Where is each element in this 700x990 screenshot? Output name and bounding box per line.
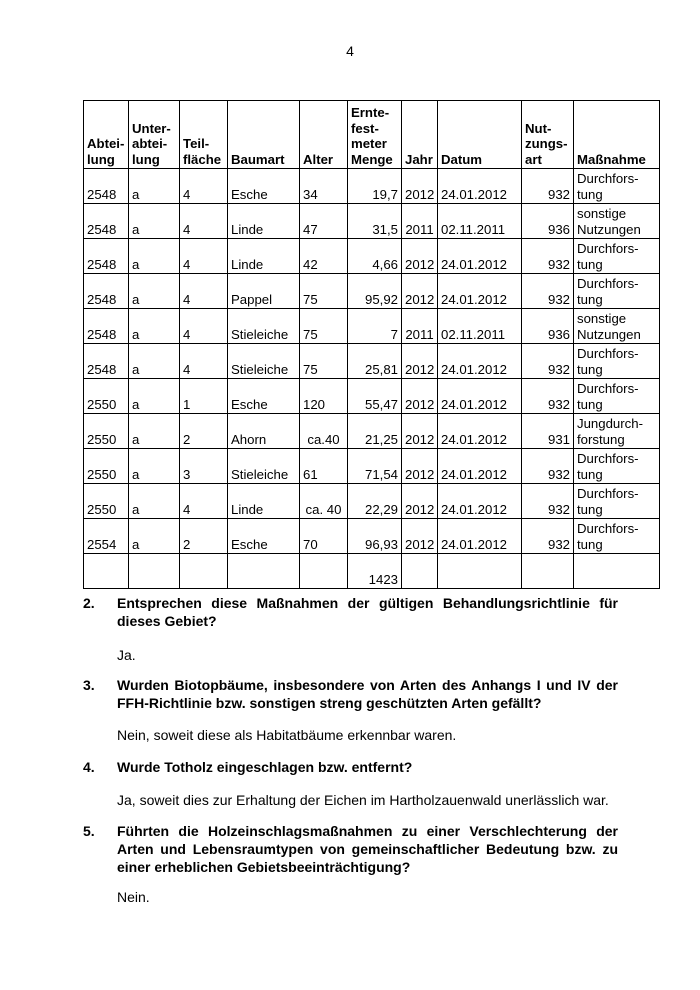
- table-cell: Linde: [228, 484, 300, 519]
- table-cell: [84, 554, 129, 589]
- table-cell: ca.40: [300, 414, 348, 449]
- table-cell: Linde: [228, 239, 300, 274]
- table-cell: [522, 554, 574, 589]
- table-cell: 24.01.2012: [438, 344, 522, 379]
- table-cell: 2548: [84, 344, 129, 379]
- table-cell: 31,5: [348, 204, 402, 239]
- measure-line: Durchfors-: [577, 171, 639, 186]
- column-header-line: Nut-: [525, 120, 552, 136]
- table-cell: 75: [300, 274, 348, 309]
- table-cell: 61: [300, 449, 348, 484]
- question-text: Führten die Holzeinschlagsmaßnahmen zu einer Verschlechterung der Arten und Lebensraumtypen von gemeinschaftlicher Bedeutung bzw. zu einer erheblichen Gebietsbeeinträchtigung?: [117, 823, 618, 875]
- column-header-line: Ernte-: [351, 105, 390, 120]
- table-cell: 24.01.2012: [438, 519, 522, 554]
- table-cell: 47: [300, 204, 348, 239]
- table-cell: 4: [180, 484, 228, 519]
- column-header: [438, 101, 522, 169]
- table-cell: a: [129, 344, 180, 379]
- table-cell: 2550: [84, 379, 129, 414]
- table-cell: Esche: [228, 519, 300, 554]
- table-cell-measure: [574, 274, 660, 309]
- harvest-table: [83, 100, 660, 589]
- table-cell: 932: [522, 169, 574, 204]
- column-header-line: Jahr: [405, 151, 433, 167]
- table-cell: 4: [180, 239, 228, 274]
- table-cell: Esche: [228, 379, 300, 414]
- column-header-line: Unter-: [132, 120, 171, 136]
- table-cell: Esche: [228, 169, 300, 204]
- column-header-line: fest-: [351, 120, 379, 136]
- column-header: [522, 101, 574, 169]
- table-cell: 2: [180, 414, 228, 449]
- table-cell-measure: [574, 344, 660, 379]
- table-cell: a: [129, 379, 180, 414]
- table-cell: 4: [180, 274, 228, 309]
- measure-line: sonstige: [577, 311, 627, 326]
- table-cell: [438, 554, 522, 589]
- table-row: [84, 204, 660, 239]
- table-cell-measure: [574, 169, 660, 204]
- table-cell: [129, 554, 180, 589]
- measure-line: Jungdurch-: [577, 416, 643, 431]
- table-cell: 22,29: [348, 484, 402, 519]
- question-block: [83, 822, 618, 876]
- table-cell: 02.11.2011: [438, 204, 522, 239]
- table-cell: 02.11.2011: [438, 309, 522, 344]
- table-cell: 70: [300, 519, 348, 554]
- question: [83, 758, 618, 776]
- table-cell-measure: [574, 414, 660, 449]
- table-row: [84, 379, 660, 414]
- table-cell: 24.01.2012: [438, 274, 522, 309]
- table-header-row: [84, 101, 660, 169]
- page-number: 4: [346, 43, 354, 59]
- question: [83, 676, 618, 712]
- measure-line: Durchfors-: [577, 241, 639, 256]
- measure-line: tung: [577, 466, 603, 482]
- table-cell: 2548: [84, 239, 129, 274]
- table-cell-measure: [574, 379, 660, 414]
- measure-line: tung: [577, 291, 603, 307]
- column-header: [348, 101, 402, 169]
- question-text: Wurden Biotopbäume, insbesondere von Arten des Anhangs I und IV der FFH-Richtlinie bzw. sonstigen streng geschützten Arten gefällt?: [117, 677, 618, 711]
- table-cell: 932: [522, 519, 574, 554]
- measure-line: Durchfors-: [577, 486, 639, 501]
- table-cell: 2012: [402, 484, 438, 519]
- column-header: [402, 101, 438, 169]
- table-cell: 24.01.2012: [438, 414, 522, 449]
- column-header-line: lung: [132, 151, 160, 167]
- question-text: Entsprechen diese Maßnahmen der gültigen Behandlungsrichtlinie für dieses Gebiet?: [117, 595, 618, 629]
- measure-line: tung: [577, 256, 603, 272]
- table-cell: 24.01.2012: [438, 449, 522, 484]
- table-row: [84, 344, 660, 379]
- table-cell: [300, 554, 348, 589]
- table-cell: 24.01.2012: [438, 379, 522, 414]
- table-cell: 2012: [402, 274, 438, 309]
- table-cell: [402, 554, 438, 589]
- table-cell: 4: [180, 169, 228, 204]
- table-cell: Stieleiche: [228, 309, 300, 344]
- table-cell: a: [129, 309, 180, 344]
- measure-line: tung: [577, 186, 603, 202]
- table-cell: a: [129, 274, 180, 309]
- table-cell: 2550: [84, 449, 129, 484]
- measure-line: Durchfors-: [577, 451, 639, 466]
- column-header: [180, 101, 228, 169]
- measure-line: Nutzungen: [577, 221, 641, 237]
- column-header: [574, 101, 660, 169]
- column-header-line: fläche: [183, 151, 222, 167]
- table-cell: Stieleiche: [228, 449, 300, 484]
- table-cell: 4,66: [348, 239, 402, 274]
- measure-line: Durchfors-: [577, 521, 639, 536]
- column-header-line: Alter: [303, 151, 334, 167]
- table-cell: 1: [180, 379, 228, 414]
- table-cell: a: [129, 414, 180, 449]
- table-cell: a: [129, 449, 180, 484]
- table-row: [84, 519, 660, 554]
- table-cell: 932: [522, 379, 574, 414]
- column-header-line: meter: [351, 136, 387, 151]
- table-cell: 931: [522, 414, 574, 449]
- question-number: 2.: [83, 595, 95, 611]
- column-header: [228, 101, 300, 169]
- table-cell: 25,81: [348, 344, 402, 379]
- table-cell: 932: [522, 344, 574, 379]
- table-cell: 2011: [402, 309, 438, 344]
- column-header-line: Menge: [351, 151, 393, 167]
- question-number: 4.: [83, 759, 95, 775]
- measure-line: Nutzungen: [577, 326, 641, 342]
- table-cell: 932: [522, 239, 574, 274]
- table-cell-measure: [574, 519, 660, 554]
- table-cell: 2012: [402, 414, 438, 449]
- question-block: [83, 758, 618, 776]
- table-cell: 2012: [402, 169, 438, 204]
- table-cell: a: [129, 519, 180, 554]
- table-cell: 4: [180, 344, 228, 379]
- question-block: [83, 676, 618, 712]
- measure-line: tung: [577, 501, 603, 517]
- table-cell: 932: [522, 449, 574, 484]
- table-cell: 120: [300, 379, 348, 414]
- table-cell: 21,25: [348, 414, 402, 449]
- column-header-line: lung: [87, 151, 115, 167]
- table-row: [84, 414, 660, 449]
- table-total-row: [84, 554, 660, 589]
- table-cell: 24.01.2012: [438, 169, 522, 204]
- column-header-line: Abtei-: [87, 136, 125, 151]
- table-cell: 4: [180, 204, 228, 239]
- question-text: Wurde Totholz eingeschlagen bzw. entfernt?: [117, 759, 413, 775]
- table-cell: 2550: [84, 484, 129, 519]
- table-cell-measure: [574, 449, 660, 484]
- column-header-line: Teil-: [183, 136, 210, 151]
- column-header-line: Baumart: [231, 151, 285, 167]
- table-cell: 24.01.2012: [438, 239, 522, 274]
- table-cell: 2012: [402, 344, 438, 379]
- table-row: [84, 309, 660, 344]
- column-header: [84, 101, 129, 169]
- table-cell: 2554: [84, 519, 129, 554]
- answer-text: Nein, soweit diese als Habitatbäume erkennbar waren.: [117, 727, 457, 743]
- table-row: [84, 239, 660, 274]
- question: [83, 822, 618, 876]
- column-header-line: art: [525, 151, 542, 167]
- table-cell: 936: [522, 204, 574, 239]
- table-cell: 95,92: [348, 274, 402, 309]
- table-cell: 2012: [402, 519, 438, 554]
- table-cell: a: [129, 204, 180, 239]
- column-header: [300, 101, 348, 169]
- question-block: [83, 594, 618, 630]
- table-cell: 2548: [84, 274, 129, 309]
- table-cell: Stieleiche: [228, 344, 300, 379]
- table-cell: Linde: [228, 204, 300, 239]
- measure-line: tung: [577, 396, 603, 412]
- table-cell: Ahorn: [228, 414, 300, 449]
- table-cell: 42: [300, 239, 348, 274]
- table-cell: 2548: [84, 204, 129, 239]
- table-cell: 55,47: [348, 379, 402, 414]
- table-cell: 2548: [84, 169, 129, 204]
- table-row: [84, 449, 660, 484]
- column-header-line: zungs-: [525, 136, 568, 151]
- table-cell: 2012: [402, 449, 438, 484]
- table-cell: 34: [300, 169, 348, 204]
- answer-text: Nein.: [117, 889, 150, 905]
- table-cell: ca. 40: [300, 484, 348, 519]
- table-row: [84, 484, 660, 519]
- table-cell: a: [129, 169, 180, 204]
- measure-line: Durchfors-: [577, 346, 639, 361]
- table-cell: 96,93: [348, 519, 402, 554]
- column-header: [129, 101, 180, 169]
- measure-line: Durchfors-: [577, 381, 639, 396]
- measure-line: tung: [577, 361, 603, 377]
- table-cell: 2012: [402, 239, 438, 274]
- measure-line: Durchfors-: [577, 276, 639, 291]
- table-cell: [574, 554, 660, 589]
- table-cell: 7: [348, 309, 402, 344]
- table-total-value: 1423: [348, 554, 402, 589]
- table-cell-measure: [574, 204, 660, 239]
- measure-line: sonstige: [577, 206, 627, 221]
- answer-text: Ja.: [117, 647, 136, 663]
- measure-line: forstung: [577, 431, 625, 447]
- column-header-line: Maßnahme: [577, 151, 646, 167]
- table-cell: 3: [180, 449, 228, 484]
- table-cell: 932: [522, 274, 574, 309]
- answer-text: Ja, soweit dies zur Erhaltung der Eichen im Hartholzauenwald unerlässlich war.: [117, 792, 609, 808]
- table-cell: [180, 554, 228, 589]
- table-cell: 24.01.2012: [438, 484, 522, 519]
- table-cell: 936: [522, 309, 574, 344]
- table-cell-measure: [574, 239, 660, 274]
- question-number: 3.: [83, 677, 95, 693]
- table-row: [84, 169, 660, 204]
- table-cell: 2: [180, 519, 228, 554]
- table-cell: 2011: [402, 204, 438, 239]
- question: [83, 594, 618, 630]
- table-cell: 932: [522, 484, 574, 519]
- column-header-line: Datum: [441, 151, 483, 167]
- table-cell: 2550: [84, 414, 129, 449]
- table-cell: [228, 554, 300, 589]
- table-cell: 2012: [402, 379, 438, 414]
- table-cell: a: [129, 484, 180, 519]
- table-cell: 75: [300, 344, 348, 379]
- measure-line: tung: [577, 536, 603, 552]
- table-row: [84, 274, 660, 309]
- table-cell-measure: [574, 484, 660, 519]
- table-cell: 75: [300, 309, 348, 344]
- table-cell: a: [129, 239, 180, 274]
- table-cell: 2548: [84, 309, 129, 344]
- column-header-line: abtei-: [132, 136, 168, 151]
- table-cell-measure: [574, 309, 660, 344]
- question-number: 5.: [83, 823, 95, 839]
- table-cell: 71,54: [348, 449, 402, 484]
- table-cell: Pappel: [228, 274, 300, 309]
- table-cell: 19,7: [348, 169, 402, 204]
- table-cell: 4: [180, 309, 228, 344]
